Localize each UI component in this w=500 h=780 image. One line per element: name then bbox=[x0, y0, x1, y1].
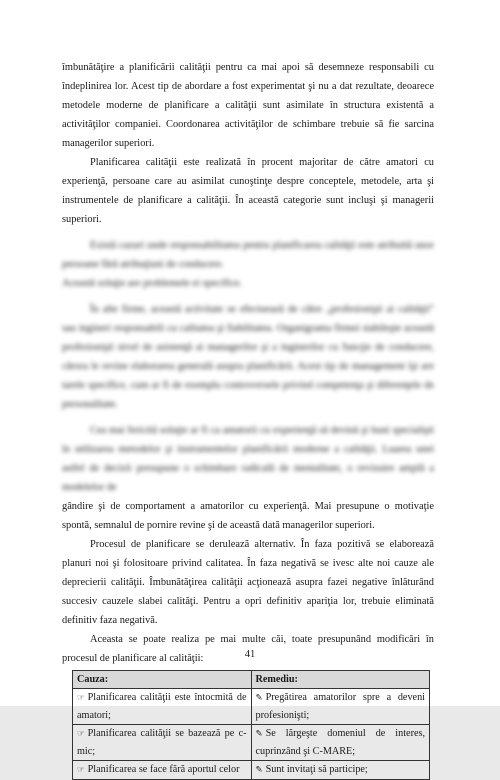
table-header-remedy: Remediu: bbox=[251, 671, 430, 689]
table-cell-cause: ☞ Planificarea calităţii este întocmită de amatori; bbox=[73, 689, 252, 725]
cause-remedy-table bbox=[72, 670, 430, 780]
table-cell-cause: ☞ Planificarea calităţii se bazează pe c-mic; bbox=[73, 725, 252, 761]
pencil-icon: ✎ bbox=[255, 765, 263, 775]
pointing-hand-icon: ☞ bbox=[77, 765, 85, 775]
paragraph-planning-amateurs: Planificarea calităţii este realizată în procent majoritar de către amatori cu experienţă, persoane care au asimilat cunoştinţe despre conceptele, metodele, arta şi instrumentele de planificare a calităţii. În această categorie sunt incluşi şi managerii superiori. bbox=[62, 157, 434, 225]
pencil-icon: ✎ bbox=[255, 693, 263, 703]
table-cell-cause: ☞ Planificarea se face fără aportul celor bbox=[73, 761, 252, 780]
table-row bbox=[73, 761, 430, 780]
paragraph-blurred-3: În alte firme, această activitate se efectuează de către „profesionişti ai calităţii” sau ingineri responsabili cu calitatea şi fiabilitatea. Organigrama firmei stabileşte această profesionişti nivel de asistenţă ai managerilor şi a inginerilor cu funcţie de conducere, cărora le revine elaborarea generală asupra planificării. Acest tip de management îşi are tarele specifice, cum ar fi de exemplu controversele privind competenţa şi diferenţele de personalitate. bbox=[62, 304, 434, 410]
blurred-section bbox=[62, 236, 434, 497]
paragraph-mentality: gândire şi de comportament a amatorilor cu experienţă. Mai presupune o motivaţie spontă, semnalul de pornire revine şi de această dată managerilor superiori. bbox=[62, 501, 434, 531]
table-cell-remedy: ✎ Se lărgeşte domeniul de interes, cuprinzând şi C-MARE; bbox=[251, 725, 430, 761]
table-row bbox=[73, 725, 430, 761]
paragraph-planning-process: Procesul de planificare se derulează alternativ. În faza pozitivă se elaborează planuri noi şi folositoare privind calitatea. În faza negativă se ivesc alte noi cauze ale deprecierii calităţii. Îmbunătăţirea calităţii acţionează asupra fazei negative înlăturând succesiv cauzele slabei calităţi. Pentru a opri definitiv apariţia lor, trebuie eliminată definitiv faza negativă. bbox=[62, 539, 434, 626]
pointing-hand-icon: ☞ bbox=[77, 729, 85, 739]
page-number: 41 bbox=[244, 649, 256, 660]
pointing-hand-icon: ☞ bbox=[77, 693, 85, 703]
paragraph-blurred-1: Există cazuri unde responsabilitatea pentru planificarea calităţii este atribuită unor persoane fără atribuţiuni de conducere. bbox=[62, 240, 434, 270]
pencil-icon: ✎ bbox=[255, 729, 263, 739]
paragraph-blurred-4: Cea mai fericită soluţie ar fi ca amatorii cu experienţă să devină şi buni specialişti în utilizarea metodelor şi instrumentelor planificării moderne a calităţii. Luarea unei astfel de decizii presupune o schimbare radicală de mentalitate, o revizuire amplă a modelelor de bbox=[62, 425, 434, 493]
table-cell-remedy: ✎ Pregătirea amatorilor spre a deveni profesionişti; bbox=[251, 689, 430, 725]
table-cell-remedy: ✎ Sunt invitaţi să participe; bbox=[251, 761, 430, 780]
paragraph-intro: îmbunătăţire a planificării calităţii pentru ca mai apoi să desemneze responsabili cu îndeplinirea lor. Acest tip de abordare a fost experimentat şi nu a dat rezultate, deoarece metodele moderne de planificare a calităţii sunt asimilate în structura existentă a activităţilor companiei. Coordonarea activităţilor de schimbare trebuie să fie sarcina managerilor superiori. bbox=[62, 62, 434, 149]
paragraph-blurred-2: Această soluţie are problemele ei specifice. bbox=[62, 278, 243, 289]
table-header-row bbox=[73, 671, 430, 689]
page-content bbox=[62, 58, 434, 780]
paragraph-table-intro: Aceasta se poate realiza pe mai multe căi, toate presupunând modificări în procesul de planificare al calităţii: bbox=[62, 634, 434, 664]
table-row bbox=[73, 689, 430, 725]
table-header-cause: Cauza: bbox=[73, 671, 252, 689]
